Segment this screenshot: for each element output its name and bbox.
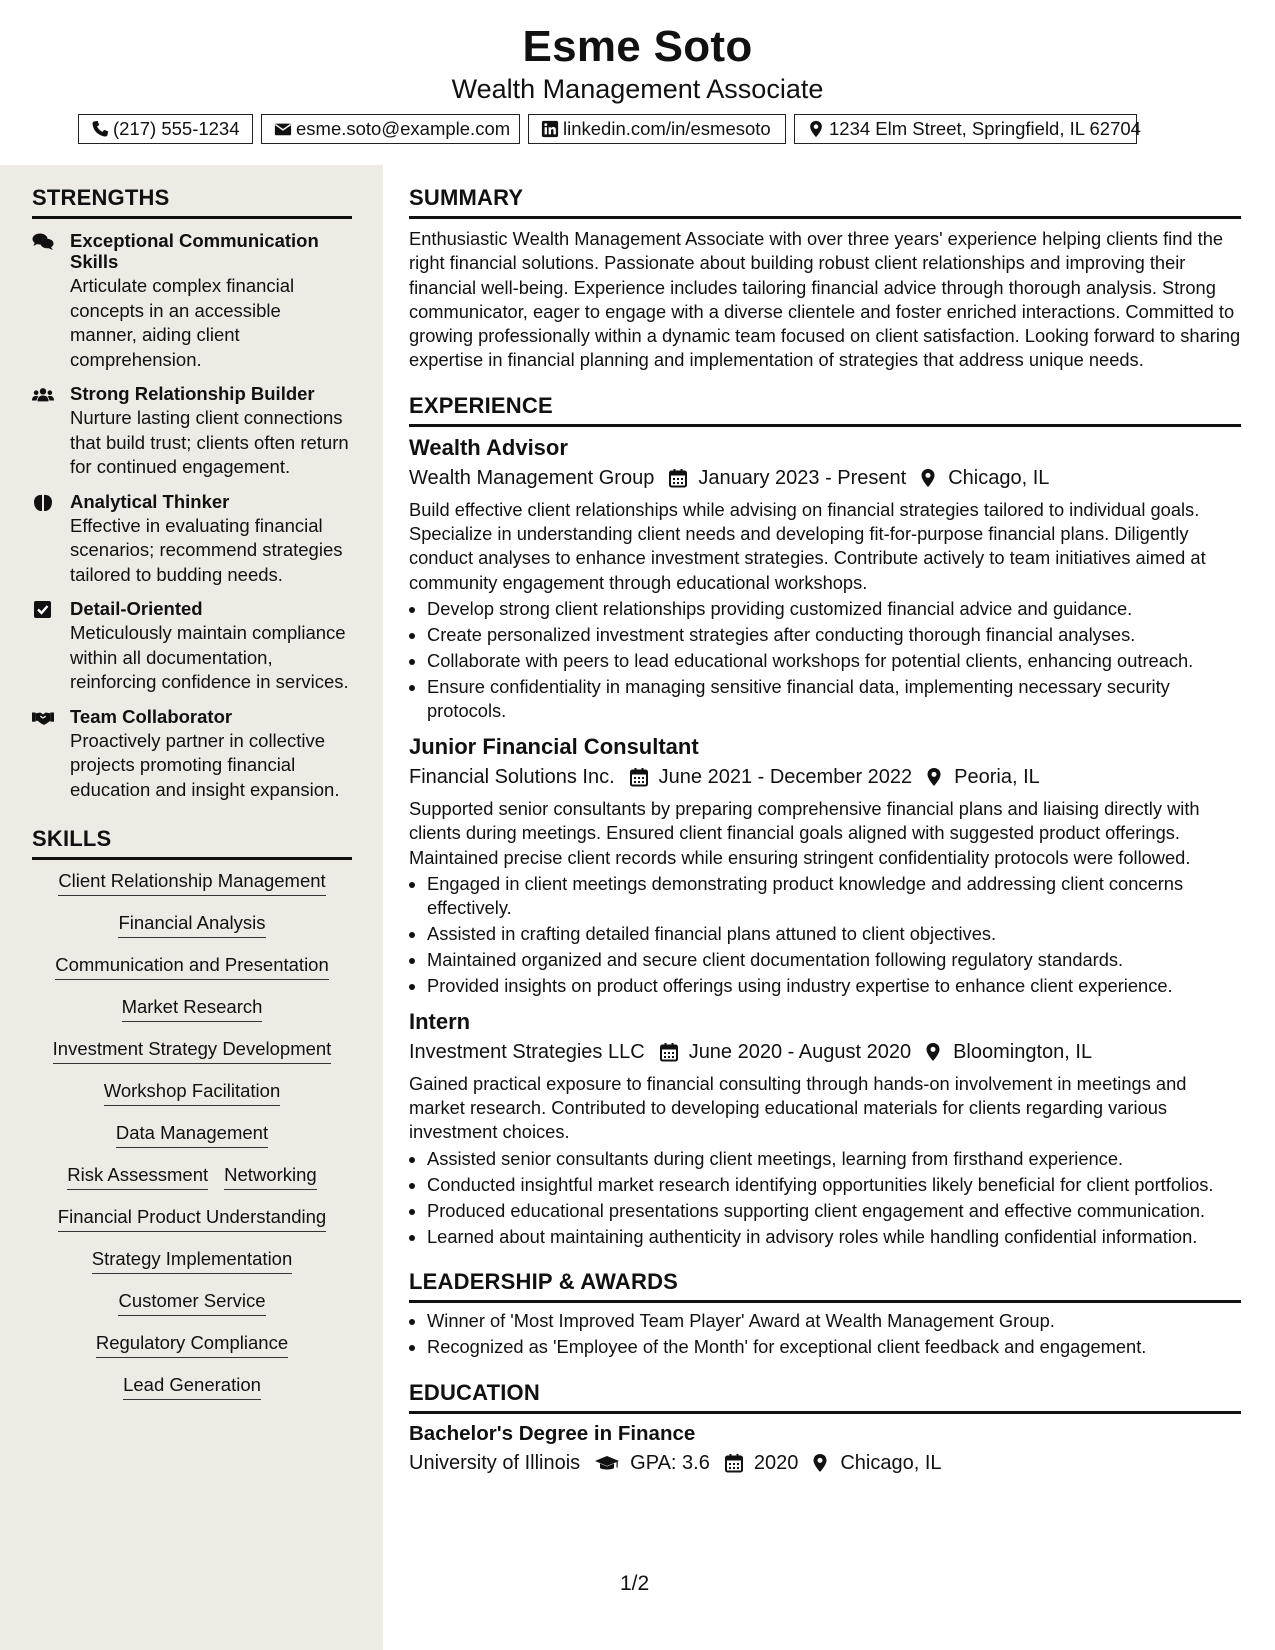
- skill-item: Lead Generation: [123, 1374, 261, 1400]
- location-pin-icon: [918, 468, 938, 488]
- job-bullet: • Ensure confidentiality in managing sensitive financial data, implementing necessary security protocols.: [427, 675, 1241, 724]
- location-pin-icon: [810, 1453, 830, 1473]
- leadership-item: • Recognized as 'Employee of the Month' for exceptional client feedback and engagement.: [427, 1335, 1241, 1360]
- brain-icon: [32, 493, 54, 513]
- location-pin-icon: [924, 767, 944, 787]
- strengths-heading: STRENGTHS: [32, 185, 352, 219]
- summary-section: [409, 185, 1241, 373]
- strength-title: Analytical Thinker: [70, 490, 230, 512]
- leadership-heading: LEADERSHIP & AWARDS: [409, 1269, 1241, 1303]
- job-entry: [409, 1009, 1241, 1249]
- job-bullet: • Learned about maintaining authenticity in advisory roles while handling confidential information.: [427, 1225, 1241, 1250]
- candidate-name: Esme Soto: [522, 22, 753, 71]
- job-bullet: • Produced educational presentations supporting client engagement and effective communication.: [427, 1199, 1241, 1224]
- checkbox-icon: [32, 600, 54, 620]
- graduation-cap-icon: [594, 1453, 620, 1473]
- strength-item: [32, 383, 352, 480]
- contact-address-text: 1234 Elm Street, Springfield, IL 62704: [829, 118, 1141, 139]
- experience-section: [409, 393, 1241, 1249]
- job-entry: [409, 435, 1241, 724]
- strength-desc: Effective in evaluating financial scenarios; recommend strategies tailored to budding needs.: [70, 514, 343, 585]
- skill-item: Customer Service: [118, 1290, 265, 1316]
- job-location: Peoria, IL: [954, 765, 1040, 788]
- candidate-title: Wealth Management Associate: [451, 74, 824, 104]
- contact-phone-text: (217) 555-1234: [113, 118, 240, 139]
- job-title: Wealth Advisor: [409, 434, 568, 460]
- summary-heading: SUMMARY: [409, 185, 1241, 219]
- contact-linkedin[interactable]: [528, 114, 786, 144]
- users-icon: [32, 385, 54, 405]
- education-location: Chicago, IL: [840, 1451, 942, 1474]
- strength-item: [32, 706, 352, 803]
- education-school: University of Illinois: [409, 1451, 581, 1474]
- education-heading: EDUCATION: [409, 1380, 1241, 1414]
- strength-title: Strong Relationship Builder: [70, 383, 315, 404]
- job-location: Chicago, IL: [948, 466, 1050, 489]
- strength-title: Detail-Oriented: [70, 598, 203, 619]
- strength-desc: Proactively partner in collective projects promoting financial education and insight expansion.: [70, 729, 340, 800]
- skills-heading: SKILLS: [32, 826, 352, 860]
- resume-header: [0, 0, 1275, 165]
- strength-desc: Meticulously maintain compliance within all documentation, reinforcing confidence in services.: [70, 622, 349, 692]
- skill-item: Workshop Facilitation: [104, 1080, 281, 1106]
- education-section: [409, 1380, 1241, 1475]
- job-bullet: • Develop strong client relationships providing customized financial advice and guidance.: [427, 597, 1241, 622]
- job-bullet: • Create personalized investment strategies after conducting thorough financial analyses.: [427, 623, 1241, 648]
- main-content: [409, 165, 1241, 1475]
- skill-item: Communication and Presentation: [55, 954, 329, 980]
- envelope-icon: [274, 120, 292, 138]
- job-title: Intern: [409, 1008, 471, 1034]
- strength-item: [32, 230, 352, 372]
- linkedin-icon: [541, 120, 559, 138]
- contact-phone[interactable]: [78, 114, 253, 144]
- leadership-list: [409, 1309, 1241, 1360]
- skill-item: Strategy Implementation: [92, 1248, 293, 1274]
- job-bullet: • Collaborate with peers to lead educational workshops for potential clients, enhancing outreach.: [427, 649, 1241, 674]
- job-description: Build effective client relationships while advising on financial strategies tailored to individual goals. Specialize in understanding client needs and developing fit-for-purpose financial plans. Diligently conduct analyses to enhance investment strategies. Contribute actively to team initiatives aimed at community engagement through educational workshops.: [409, 498, 1206, 593]
- job-dates: January 2023 - Present: [698, 466, 907, 489]
- skill-item: Risk Assessment: [67, 1164, 208, 1190]
- calendar-icon: [668, 468, 688, 488]
- skill-item: Client Relationship Management: [58, 870, 325, 896]
- job-company: Financial Solutions Inc.: [409, 765, 615, 788]
- contact-email-text: esme.soto@example.com: [296, 118, 511, 139]
- job-company: Wealth Management Group: [409, 466, 655, 489]
- summary-text: Enthusiastic Wealth Management Associate with over three years' experience helping clients find the right financial solutions. Passionate about building robust client relationships and improving their financial well-being. Experience includes tailoring financial advice through thorough analysis. Strong communicator, eager to engage with a diverse clientele and foster enriched interactions. Committed to growing professionally within a dynamic team focused on client satisfaction. Looking forward to sharing expertise in financial planning and implementation of strategies that address unique needs.: [409, 228, 1241, 371]
- job-bullets: [409, 1147, 1241, 1250]
- job-dates: June 2020 - August 2020: [688, 1040, 912, 1063]
- strength-title: Exceptional Communication Skills: [70, 230, 319, 272]
- job-description: Gained practical exposure to financial consulting through hands-on involvement in meetings and market research. Contributed to developing educational materials for clients regarding various investment choices.: [409, 1072, 1187, 1143]
- strength-desc: Nurture lasting client connections that build trust; clients often return for continued engagement.: [70, 407, 349, 477]
- job-meta: [409, 1041, 1241, 1064]
- calendar-icon: [659, 1042, 679, 1062]
- contact-email[interactable]: [261, 114, 520, 144]
- calendar-icon: [724, 1453, 744, 1473]
- job-bullet: • Provided insights on product offerings using industry expertise to enhance client experience.: [427, 974, 1241, 999]
- leadership-item: • Winner of 'Most Improved Team Player' Award at Wealth Management Group.: [427, 1309, 1241, 1334]
- handshake-icon: [32, 708, 54, 728]
- job-bullet: • Assisted in crafting detailed financial plans attuned to client objectives.: [427, 922, 1241, 947]
- education-year: 2020: [753, 1451, 799, 1474]
- skill-item: Data Management: [116, 1122, 268, 1148]
- education-meta: [409, 1452, 1241, 1475]
- skill-item: Financial Product Understanding: [58, 1206, 326, 1232]
- strength-title: Team Collaborator: [70, 705, 233, 727]
- job-bullets: [409, 597, 1241, 724]
- skill-item: Investment Strategy Development: [53, 1038, 332, 1064]
- job-bullets: [409, 872, 1241, 999]
- skill-item: Financial Analysis: [118, 912, 265, 938]
- strength-item: [32, 491, 352, 588]
- skill-item: Networking: [224, 1164, 317, 1190]
- calendar-icon: [629, 767, 649, 787]
- job-entry: [409, 734, 1241, 999]
- job-company: Investment Strategies LLC: [409, 1040, 645, 1063]
- education-degree: Bachelor's Degree in Finance: [409, 1421, 696, 1445]
- job-meta: [409, 467, 1241, 490]
- location-pin-icon: [923, 1042, 943, 1062]
- phone-icon: [91, 120, 109, 138]
- contact-address: [794, 114, 1141, 144]
- strength-desc: Articulate complex financial concepts in an accessible manner, aiding client comprehension.: [70, 275, 295, 370]
- contact-bar: [78, 114, 1141, 144]
- skills-list: [32, 870, 352, 1416]
- contact-linkedin-text: linkedin.com/in/esmesoto: [563, 118, 771, 139]
- job-bullet: • Maintained organized and secure client documentation following regulatory standards.: [427, 948, 1241, 973]
- strength-item: [32, 598, 352, 695]
- job-dates: June 2021 - December 2022: [658, 765, 913, 788]
- location-pin-icon: [807, 120, 825, 138]
- job-title: Junior Financial Consultant: [409, 733, 699, 759]
- job-meta: [409, 766, 1241, 789]
- skill-item: Regulatory Compliance: [96, 1332, 288, 1358]
- chat-bubbles-icon: [32, 232, 54, 252]
- job-location: Bloomington, IL: [953, 1040, 1093, 1063]
- job-bullet: • Engaged in client meetings demonstrating product knowledge and addressing client concerns effectively.: [427, 872, 1241, 921]
- education-gpa: GPA: 3.6: [630, 1451, 710, 1474]
- experience-heading: EXPERIENCE: [409, 393, 1241, 427]
- skill-item: Market Research: [122, 996, 263, 1022]
- leadership-section: [409, 1269, 1241, 1360]
- sidebar: [0, 165, 383, 1650]
- job-bullet: • Assisted senior consultants during client meetings, learning from firsthand experience.: [427, 1147, 1241, 1172]
- job-description: Supported senior consultants by preparing comprehensive financial plans and liaising directly with clients during meetings. Ensured client financial goals aligned with suggested product offerings. Maintained precise client records while ensuring stringent confidentiality protocols were followed.: [409, 797, 1200, 868]
- job-bullet: • Conducted insightful market research identifying opportunities likely beneficial for client portfolios.: [427, 1173, 1241, 1198]
- page-number: 1/2: [620, 1572, 650, 1595]
